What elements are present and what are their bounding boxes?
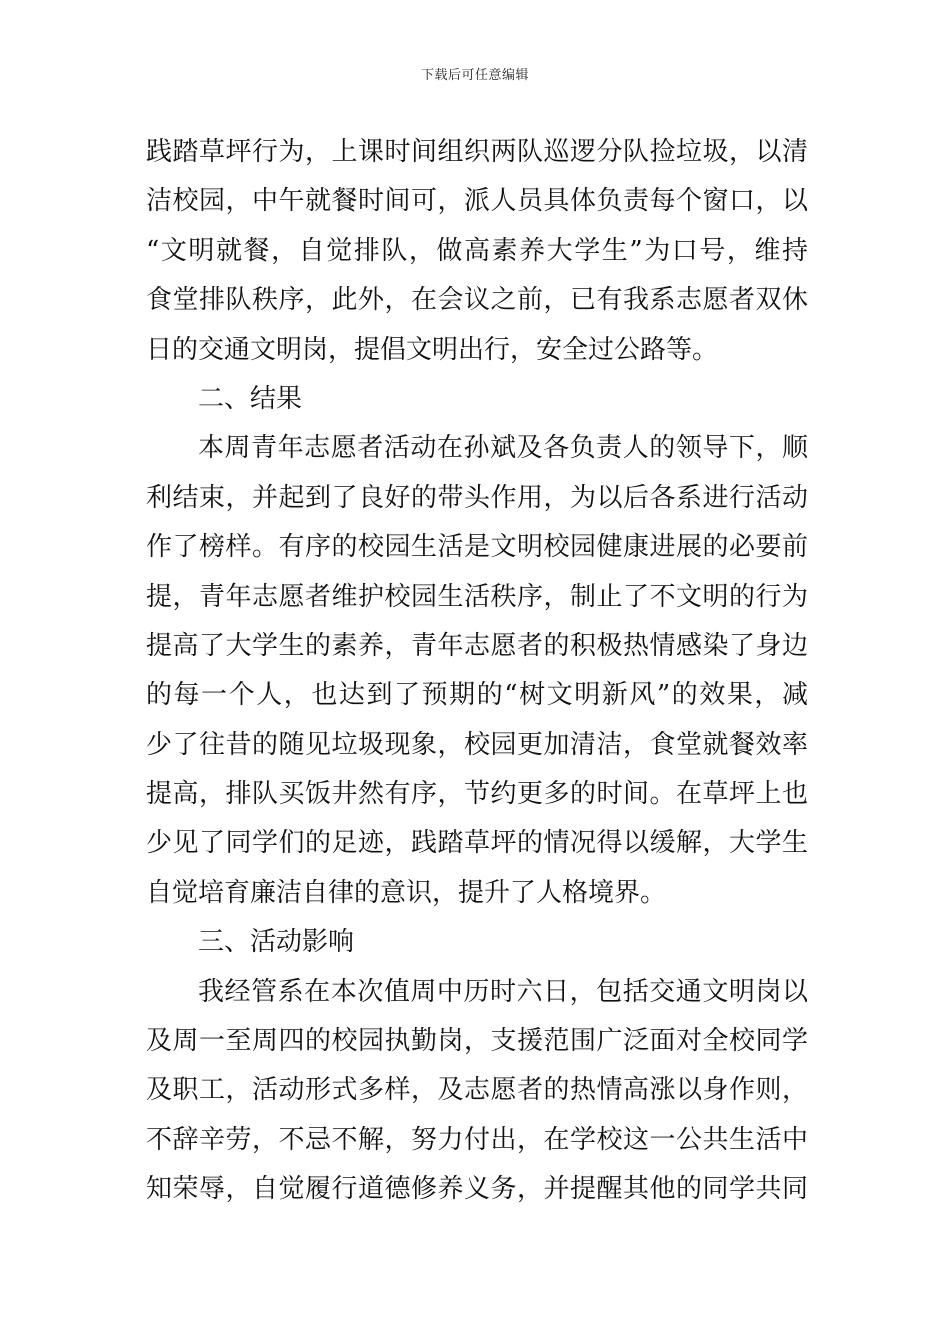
text-line: 少了往昔的随见垃圾现象，校园更加清洁，食堂就餐效率 (146, 729, 808, 760)
text-line: 及周一至周四的校园执勤岗，支援范围广泛面对全校同学 (146, 1026, 808, 1057)
text-line: 二、结果 (198, 383, 303, 414)
text-line: 自觉培育廉洁自律的意识，提升了人格境界。 (146, 877, 667, 908)
text-line: 提，青年志愿者维护校园生活秩序，制止了不文明的行为 (146, 581, 808, 612)
text-line: 践踏草坪行为，上课时间组织两队巡逻分队捡垃圾，以清 (146, 137, 808, 167)
text-line: 少见了同学们的足迹，践踏草坪的情况得以缓解，大学生 (146, 828, 808, 859)
text-line: 食堂排队秩序，此外，在会议之前，已有我系志愿者双休 (146, 285, 808, 316)
text-line: 提高，排队买饭井然有序，节约更多的时间。在草坪上也 (146, 779, 808, 810)
text-line: 及职工，活动形式多样，及志愿者的热情高涨以身作则， (146, 1075, 808, 1106)
text-line: “文明就餐，自觉排队，做高素养大学生”为口号，维持 (146, 235, 808, 266)
text-line: 的每一个人，也达到了预期的“树文明新风”的效果，减 (146, 680, 808, 711)
text-line: 利结束，并起到了良好的带头作用，为以后各系进行活动 (146, 482, 808, 513)
text-line: 三、活动影响 (198, 927, 355, 958)
body-text (146, 128, 808, 1215)
header-note: 下载后可任意编辑 (420, 68, 529, 83)
text-line: 不辞辛劳，不忌不解，努力付出，在学校这一公共生活中 (146, 1124, 808, 1155)
text-line: 洁校园，中午就餐时间可，派人员具体负责每个窗口，以 (146, 186, 808, 217)
text-line: 日的交通文明岗，提倡文明出行，安全过公路等。 (146, 334, 719, 365)
text-line: 我经管系在本次值周中历时六日，包括交通文明岗以 (198, 976, 808, 1007)
text-line: 知荣辱，自觉履行道德修养义务，并提醒其他的同学共同 (146, 1174, 808, 1205)
text-line: 作了榜样。有序的校园生活是文明校园健康进展的必要前 (146, 532, 808, 563)
text-line: 本周青年志愿者活动在孙斌及各负责人的领导下，顺 (198, 433, 808, 464)
text-line: 提高了大学生的素养，青年志愿者的积极热情感染了身边 (146, 630, 808, 661)
